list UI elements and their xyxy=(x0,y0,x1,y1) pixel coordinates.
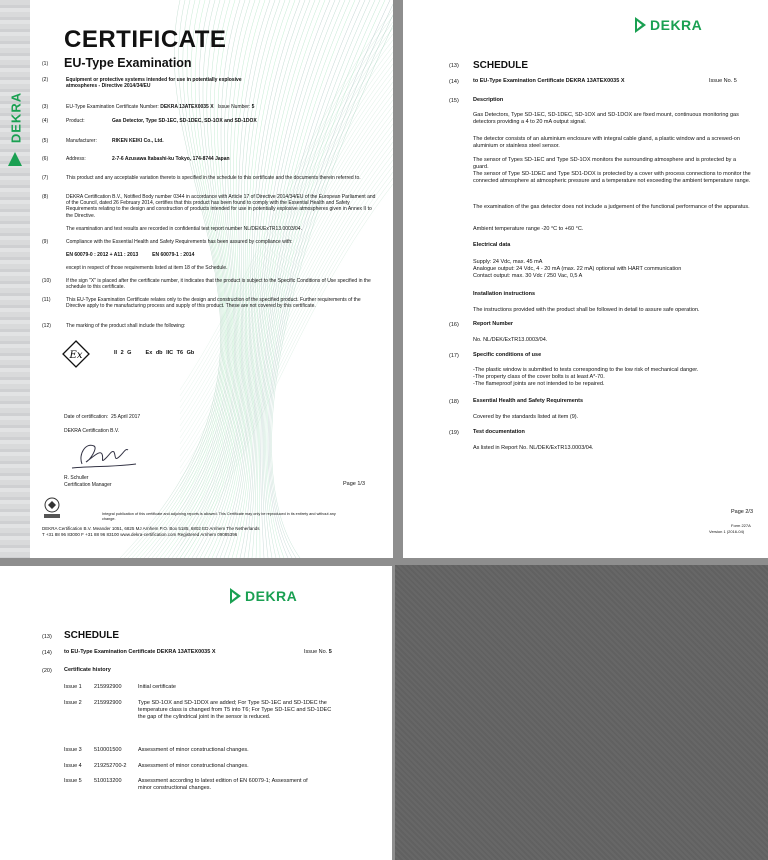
electrical-line: Supply: 24 Vdc, max. 45 mA xyxy=(473,259,543,265)
conditions-heading: Specific conditions of use xyxy=(473,352,542,358)
history-heading: Certificate history xyxy=(64,667,111,673)
description-paragraph: Gas Detectors, Type SD-1EC, SD-1DEC, SD-1OX and SD-1DOX are fixed mount, continuous monitoring gas detectors providing a 4 to 20 mA output signal. xyxy=(473,112,739,125)
item-number: (19) xyxy=(449,430,459,436)
ambient-temperature: Ambient temperature range -20 °C to +60 °C. xyxy=(473,226,584,232)
description-paragraph: The detector consists of an aluminium enclosure with integral cable gland, a plastic window and a screwed-on aluminium or stainless steel sensor. xyxy=(473,136,740,149)
issue-number: Issue No. 5 xyxy=(304,649,332,655)
security-strip xyxy=(0,0,30,558)
dekra-logo: DEKRA xyxy=(230,588,297,604)
dekra-triangle-icon xyxy=(8,152,22,166)
signer-role: Certification Manager xyxy=(64,482,112,488)
background-texture xyxy=(395,565,768,860)
issue-number: Issue No. 5 xyxy=(709,78,737,84)
form-version: Version 1 (2016-04) xyxy=(709,529,745,534)
description-paragraph: The sensor of Types SD-1EC and Type SD-1OX monitors the surrounding atmosphere and is protected by a guard. xyxy=(473,157,737,170)
schedule-title: SCHEDULE xyxy=(64,630,120,641)
test-heading: Test documentation xyxy=(473,429,525,435)
description-paragraph: The examination of the gas detector does not include a judgement of the functional performance of the apparatus. xyxy=(473,204,750,210)
schedule-page-3: DEKRA (13) SCHEDULE (14) to EU-Type Examination Certificate DEKRA 13ATEX0035 X Issue No. 5 (20) Certificate history Issue 1 215992900 Initial certificate Issue 2 215992900 Type SD-1OX and SD-1DOX are added; For Type SD-1EC and SD-1DEC the temperature class is changed from T5 into T6; For Type SD-1EC and SD-1DEC the gap of the cylindrical joint in the sensor is reduced. Issue 3 510001500 Assessment of minor constructional changes. Issue 4 219252700-2 Assessment of minor constructional changes. Issue 5 510013200 Assessment according to latest edition of EN 60079-1; Assessment of minor constructional changes. xyxy=(0,566,392,860)
ex-explosion-protection-icon xyxy=(62,340,90,368)
footer-note: Integral publication of this certificate and adjoining reports is allowed. This Certificate may only be reproduced in its entirety and without any change. xyxy=(102,512,336,521)
electrical-line: Analogue output: 24 Vdc, 4 - 20 mA (max. 22 mA) optional with HART communication xyxy=(473,266,682,272)
certificate-subtitle: EU-Type Examination xyxy=(64,56,192,70)
condition-line: -The flameproof joints are not intended to be repaired. xyxy=(473,381,605,387)
item-number: (13) xyxy=(42,634,52,640)
item-number: (14) xyxy=(449,79,459,85)
certificate-title: CERTIFICATE xyxy=(64,26,227,53)
strip-logo-text: DEKRA xyxy=(8,91,24,144)
condition-line: -The property class of the cover bolts is at least A*-70. xyxy=(473,374,605,380)
item-number: (18) xyxy=(449,399,459,405)
item-number: (15) xyxy=(449,98,459,104)
certificate-reference: to EU-Type Examination Certificate DEKRA 13ATEX0035 X xyxy=(473,78,625,84)
schedule-title: SCHEDULE xyxy=(473,60,529,71)
certificate-reference: to EU-Type Examination Certificate DEKRA 13ATEX0035 X xyxy=(64,649,216,655)
description-paragraph: The sensor of Type SD-1DEC and Type SD1-DOX is protected by a cover with process connections to monitor the connected atmosphere at atmospheric pressure and a temperature not exceeding the ambient temperature range. xyxy=(473,171,751,184)
condition-line: -The plastic window is submitted to tests corresponding to the low risk of mechanical danger. xyxy=(473,367,699,373)
page-number: Page 2/3 xyxy=(731,509,754,515)
installation-heading: Installation instructions xyxy=(473,291,536,297)
dekra-triangle-icon xyxy=(230,588,241,604)
footer-address: DEKRA Certification B.V. Meander 1051, 6825 MJ Arnhem P.O. Box 5185, 6802 ED Arnhem The Netherlands T +31 88 96 83000 F +31 88 96 83100 www.dekra-certification.com Registered Arnhem 09085396 xyxy=(42,526,260,537)
signer-name: R. Schuller xyxy=(64,475,89,481)
installation-text: The instructions provided with the product shall be followed in detail to assure safe operation. xyxy=(473,307,700,313)
dekra-logo: DEKRA xyxy=(635,17,702,33)
schedule-page-2 xyxy=(403,0,768,558)
test-text: As listed in Report No. NL/DEK/ExTR13.0003/04. xyxy=(473,445,594,451)
ehsr-heading: Essential Health and Safety Requirements xyxy=(473,398,584,404)
report-number: No. NL/DEK/ExTR13.0003/04. xyxy=(473,337,548,343)
form-number: Form 227A xyxy=(731,523,751,528)
certificate-page-1: DEKRA CERTIFICATE EU-Type Examination (1) (2) Equipment or protective systems intended for use in potentially explosive atmospheres - Directive 2014/34/EU (3) EU-Type Examination Certificate Number: DEKRA 13ATEX0035 X Issue Number: 5 (4) Product: Gas Detector, Type SD-1EC, SD-1DEC, SD-1OX and SD-1DOX (5) Manufacturer: RIKEN KEIKI Co., Ltd. (6) Address: 2-7-6 Azusawa Itabashi-ku Tokyo, 174-8744 Japan (7) This product and any acceptable variation thereto is specified in the schedule to this certificate and the documents therein referred to. (8) DEKRA Certification B.V., Notified Body number 0344 in accordance with Article 17 of Directive 2014/34/EU of the European Parliament and of the Council, dated 26 February 2014, certifies that this product has been found to comply with the Essential Health and Safety Requirements relating to the design and construction of products intended for use in potentially explosive atmospheres given in Annex II to the Directive. The examination and test results are recorded in confidential test report number NL/DEK/ExTR13.0003/04. (9) Compliance with the Essential Health and Safety Requirements has been assured by compliance with: EN 60079-0 : 2012 + A11 : 2013 EN 60079-1 : 2014 except in respect of those requirements listed at item 18 of the Schedule. (10) If the sign "X" is placed after the certificate number, it indicates that the product is subject to the Specific Conditions of Use specified in the schedule to this certificate. (11) This EU-Type Examination Certificate relates only to the design and construction of the specified product. Further requirements of the Directive apply to the manufacturing process and supply of this product. These are not covered by this certificate. (12) The marking of the product shall include the following: Ex II 2 G Ex db IIC T6 Gb Date of certification: 25 April 2017 DEKRA Certification B.V. R. Schuller Certification Manager Page 1/3 Integral publication of this certificate and adjoining reports is allowed. This Certificate may only be reproduced in its entirety and without any change. DEKRA Certification B.V. Meander 1051, 6825 MJ Arnhem P.O. Box 5185, 6802 ED Arnhem The Netherlands T +31 88 96 83000 F +31 88 96 83100 www.dekra-certification.com Registered Arnhem 09085396 xyxy=(0,0,393,558)
page-number: Page 1/3 xyxy=(343,481,366,487)
product-marking: II 2 G Ex db IIC T6 Gb xyxy=(114,350,195,356)
ehsr-text: Covered by the standards listed at item (9). xyxy=(473,414,579,420)
svg-text:Ex: Ex xyxy=(69,350,83,361)
dekra-triangle-icon xyxy=(635,17,646,33)
item-number: (17) xyxy=(449,353,459,359)
report-heading: Report Number xyxy=(473,321,514,327)
certification-date: Date of certification: 25 April 2017 xyxy=(64,414,141,420)
electrical-line: Contact output: max. 30 Vdc / 250 Vac, 0,5 A xyxy=(473,273,583,279)
item-number: (14) xyxy=(42,650,52,656)
certification-org: DEKRA Certification B.V. xyxy=(64,428,120,434)
item-number: (16) xyxy=(449,322,459,328)
item-number: (20) xyxy=(42,668,52,674)
item-number: (13) xyxy=(449,63,459,69)
signature-image xyxy=(64,434,144,474)
strip-dekra-logo xyxy=(6,80,26,170)
electrical-heading: Electrical data xyxy=(473,242,511,248)
accreditation-logo-icon xyxy=(42,496,68,520)
description-heading: Description xyxy=(473,97,504,103)
